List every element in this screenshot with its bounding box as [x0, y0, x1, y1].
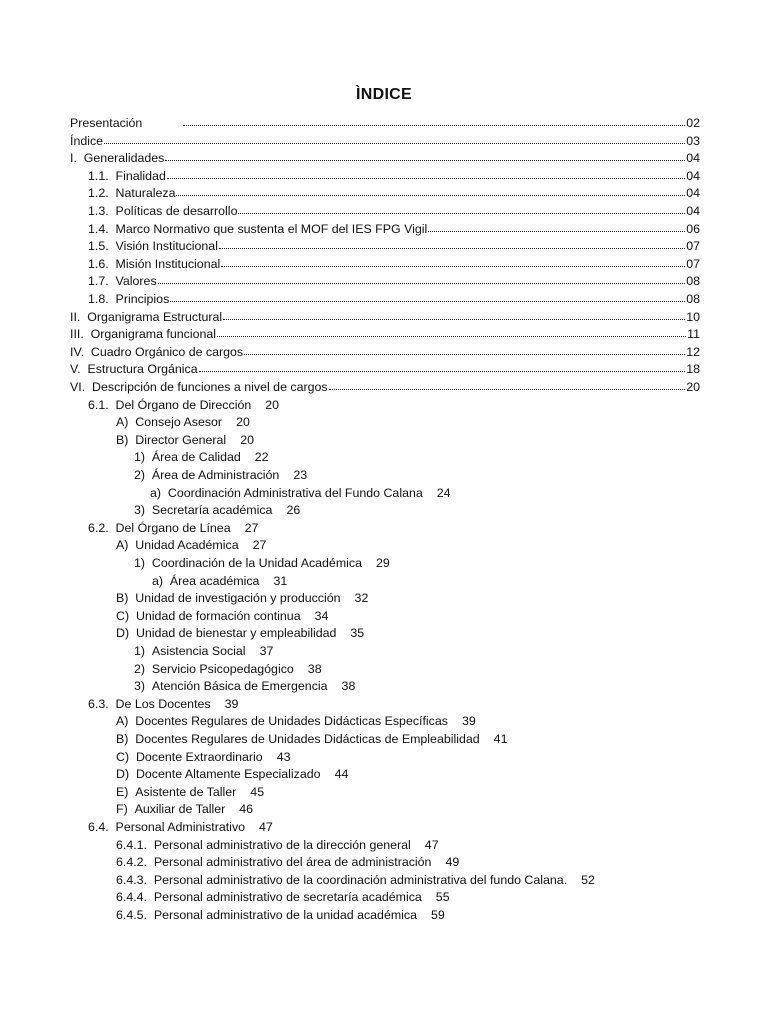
- toc-entry-page: 47: [424, 837, 439, 852]
- toc-entry-label: 6.4.3. Personal administrativo de la coordinación administrativa del fundo Calana.: [116, 872, 568, 887]
- toc-leader-dots: [165, 149, 685, 161]
- toc-entry-label: 6.4. Personal Administrativo: [88, 820, 246, 834]
- toc-entry-page: 20: [240, 432, 254, 447]
- toc-leader-dots: [104, 132, 685, 144]
- toc-entry-label: 6.4.2. Personal administrativo del área de administración: [116, 855, 432, 870]
- toc-entry-page: 12: [686, 344, 700, 359]
- toc-entry-page: 52: [581, 872, 595, 887]
- toc-entry-label: 1.4. Marco Normativo que sustenta el MOF del IES FPG Vigil: [88, 221, 428, 236]
- toc-leader-dots: [158, 272, 686, 284]
- toc-entry-page: 22: [254, 450, 269, 465]
- toc-entry-page: 20: [686, 380, 700, 394]
- toc-entry-label: VI. Descripción de funciones a nivel de cargos: [70, 380, 328, 394]
- toc-entry-page: 20: [236, 415, 250, 430]
- toc-entry: [116, 906, 445, 924]
- toc-entry-page: 27: [252, 538, 267, 553]
- toc-leader-dots: [183, 114, 685, 126]
- toc-entry-label: 1.3. Políticas de desarrollo: [88, 204, 238, 218]
- toc-entry-label: F) Auxiliar de Taller: [116, 802, 226, 817]
- toc-entry: [88, 818, 273, 836]
- toc-entry-page: 35: [350, 626, 365, 641]
- toc-entry-page: 04: [686, 168, 700, 183]
- toc-entry: [134, 501, 300, 519]
- toc-entry: [116, 431, 254, 449]
- toc-entry-label: B) Director General: [116, 432, 227, 447]
- toc-entry-label: E) Asistente de Taller: [116, 784, 237, 799]
- toc-entry-label: 6.4.5. Personal administrativo de la unidad académica: [116, 908, 417, 922]
- toc-entry-label: 1.5. Visión Institucional: [88, 239, 218, 254]
- toc-leader-dots: [223, 308, 685, 320]
- toc-entry-page: 32: [354, 591, 369, 606]
- toc-entry-label: B) Docentes Regulares de Unidades Didácticas de Empleabilidad: [116, 732, 480, 746]
- toc-entry: [116, 853, 459, 871]
- toc-entry: [88, 220, 700, 238]
- toc-entry-label: D) Docente Altamente Especializado: [116, 767, 321, 782]
- toc-entry-page: 41: [493, 732, 508, 746]
- toc-entry-label: Índice: [70, 133, 104, 148]
- toc-entry: [116, 589, 368, 607]
- toc-entry: [88, 237, 700, 255]
- toc-entry-label: 1.7. Valores: [88, 274, 157, 289]
- toc-entry-label: 6.3. De Los Docentes: [88, 696, 211, 711]
- toc-entry: [70, 378, 700, 396]
- toc-entry: [88, 272, 700, 290]
- toc-leader-dots: [238, 202, 685, 214]
- toc-entry-page: 39: [224, 696, 239, 711]
- toc-entry: [116, 800, 253, 818]
- toc-leader-dots: [167, 167, 685, 179]
- toc-entry-page: 55: [435, 890, 450, 905]
- toc-entry-page: 18: [686, 362, 700, 377]
- toc-entry-page: 04: [686, 204, 700, 218]
- toc-entry: [88, 290, 700, 308]
- toc-entry-page: 24: [436, 485, 451, 500]
- toc-entry: [134, 554, 390, 572]
- toc-entry-page: 46: [239, 802, 254, 817]
- toc-entry-label: 2) Servicio Psicopedagógico: [134, 661, 294, 676]
- toc-entry-page: 11: [687, 327, 700, 342]
- toc-entry-page: 23: [293, 468, 308, 482]
- toc-entry-page: 39: [461, 714, 476, 729]
- page-title: ÌNDICE: [355, 86, 413, 103]
- toc-entry-page: 31: [273, 573, 288, 588]
- toc-entry-label: II. Organigrama Estructural: [70, 309, 223, 324]
- toc-entry: [134, 448, 269, 466]
- toc-leader-dots: [176, 184, 685, 196]
- toc-entry-label: Presentación: [70, 116, 143, 130]
- toc-entry-label: 1.1. Finalidad: [88, 168, 166, 183]
- toc-leader-dots: [221, 255, 685, 267]
- toc-entry-page: 38: [341, 679, 356, 694]
- toc-entry-label: 3) Secretaría académica: [134, 503, 273, 518]
- toc-entry: [70, 149, 700, 167]
- toc-entry: [116, 765, 348, 783]
- toc-entry-page: 45: [250, 784, 265, 799]
- toc-entry-page: 26: [286, 503, 301, 518]
- toc-entry-label: a) Área académica: [152, 573, 260, 588]
- toc-entry: [88, 695, 238, 713]
- toc-entry-label: 3) Atención Básica de Emergencia: [134, 679, 328, 694]
- toc-entry-label: A) Unidad Académica: [116, 538, 239, 553]
- toc-entry-label: 6.1. Del Órgano de Dirección: [88, 397, 252, 412]
- toc-entry-page: 27: [244, 520, 259, 535]
- toc-entry: [70, 114, 700, 132]
- toc-entry-page: 59: [431, 908, 445, 922]
- toc-entry-page: 20: [265, 397, 280, 412]
- toc-entry: [134, 466, 307, 484]
- toc-entry-label: C) Unidad de formación continua: [116, 608, 301, 623]
- toc-entry: [88, 184, 700, 202]
- toc-entry: [88, 396, 279, 414]
- toc-entry: [116, 871, 595, 889]
- toc-entry-label: 1) Área de Calidad: [134, 450, 241, 465]
- toc-entry-page: 29: [376, 556, 390, 570]
- toc-entry-label: 1.2. Naturaleza: [88, 186, 176, 201]
- toc-entry-page: 43: [276, 749, 291, 764]
- toc-entry: [134, 642, 273, 660]
- toc-leader-dots: [329, 378, 686, 390]
- toc-entry-label: C) Docente Extraordinario: [116, 749, 263, 764]
- toc-entry: [88, 255, 700, 273]
- toc-entry: [70, 360, 700, 378]
- toc-entry-page: 47: [259, 820, 273, 834]
- toc-entry: [116, 730, 507, 748]
- toc-entry: [116, 888, 450, 906]
- toc-entry-page: 08: [686, 274, 700, 289]
- toc-entry-label: 1) Coordinación de la Unidad Académica: [134, 556, 362, 570]
- toc-entry-page: 03: [686, 133, 700, 148]
- toc-entry: [152, 572, 287, 590]
- toc-entry-label: I. Generalidades: [70, 151, 165, 166]
- toc-leader-dots: [428, 220, 685, 232]
- toc-entry: [70, 343, 700, 361]
- toc-entry-label: A) Docentes Regulares de Unidades Didácticas Específicas: [116, 714, 448, 729]
- toc-entry-label: III. Organigrama funcional: [70, 327, 217, 342]
- toc-leader-dots: [170, 290, 685, 302]
- toc-entry-label: 6.4.4. Personal administrativo de secretaría académica: [116, 890, 422, 905]
- toc-entry: [70, 308, 700, 326]
- toc-entry: [134, 677, 355, 695]
- toc-entry: [116, 536, 266, 554]
- toc-entry-label: 1.8. Principios: [88, 292, 170, 306]
- toc-leader-dots: [217, 325, 686, 337]
- toc-leader-dots: [219, 237, 685, 249]
- toc-leader-dots: [199, 360, 686, 372]
- toc-entry: [70, 325, 700, 343]
- toc-entry: [116, 712, 476, 730]
- toc-entry: [134, 660, 322, 678]
- toc-entry-label: 1) Asistencia Social: [134, 644, 246, 658]
- toc-entry-page: 10: [686, 309, 700, 324]
- toc-entry-page: 06: [686, 221, 700, 236]
- toc-entry-page: 07: [686, 239, 700, 254]
- toc-entry: [116, 624, 364, 642]
- toc-entry: [116, 607, 328, 625]
- toc-entry-label: 1.6. Misión Institucional: [88, 256, 221, 271]
- toc-entry: [150, 484, 451, 502]
- toc-entry-page: 37: [259, 644, 274, 658]
- toc-entry-page: 44: [334, 767, 349, 782]
- toc-entry: [116, 783, 264, 801]
- toc-entry: [88, 167, 700, 185]
- toc-entry-page: 04: [686, 151, 700, 166]
- toc-entry-label: A) Consejo Asesor: [116, 415, 223, 430]
- toc-entry-page: 02: [686, 116, 700, 130]
- toc-entry: [70, 132, 700, 150]
- toc-entry: [88, 519, 258, 537]
- toc-entry-page: 07: [686, 256, 700, 271]
- toc-entry: [116, 748, 290, 766]
- toc-entry: [88, 202, 700, 220]
- toc-entry-label: 6.4.1. Personal administrativo de la dirección general: [116, 837, 411, 852]
- toc-entry-label: 2) Área de Administración: [134, 468, 280, 482]
- toc-entry-page: 04: [686, 186, 700, 201]
- toc-entry-page: 38: [307, 661, 322, 676]
- toc-entry-page: 34: [314, 608, 329, 623]
- toc-entry-label: IV. Cuadro Orgánico de cargos: [70, 344, 244, 359]
- toc-entry-label: V. Estructura Orgánica: [70, 362, 198, 377]
- toc-entry-label: B) Unidad de investigación y producción: [116, 591, 341, 606]
- toc-entry-label: a) Coordinación Administrativa del Fundo Calana: [150, 485, 423, 500]
- toc-entry-label: 6.2. Del Órgano de Línea: [88, 520, 231, 535]
- toc-leader-dots: [244, 343, 685, 355]
- toc-entry: [116, 836, 439, 854]
- toc-entry: [116, 413, 250, 431]
- toc-entry-page: 08: [686, 292, 700, 306]
- toc-entry-label: D) Unidad de bienestar y empleabilidad: [116, 626, 337, 641]
- toc-entry-page: 49: [445, 855, 460, 870]
